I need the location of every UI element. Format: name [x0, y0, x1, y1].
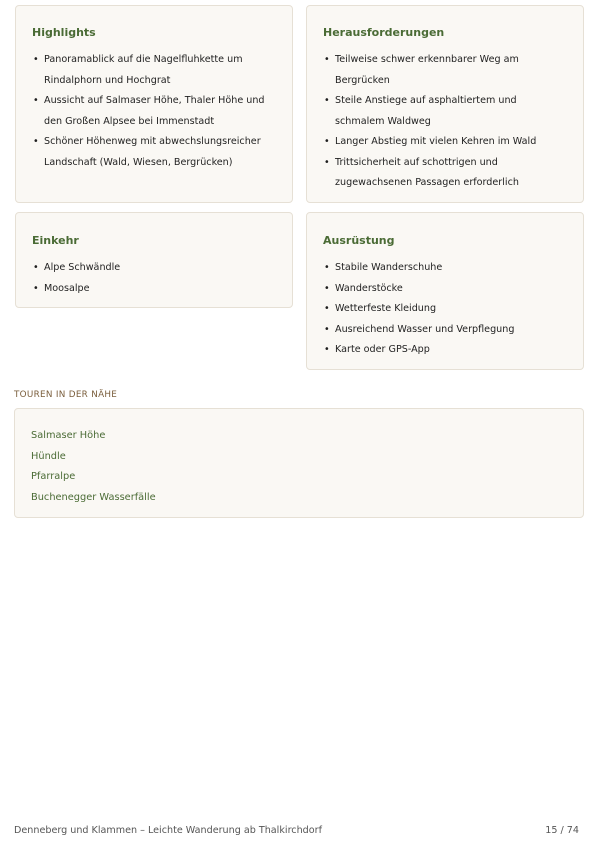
list-item: • Trittsicherheit auf schottrigen und zugewachsenen Passagen erforderlich: [323, 153, 568, 194]
list-item: • Stabile Wanderschuhe: [323, 258, 568, 279]
challenges-title: Herausforderungen: [323, 26, 445, 39]
list-item: • Aussicht auf Salmaser Höhe, Thaler Höhe und den Großen Alpsee bei Immenstadt: [32, 91, 277, 132]
list-item: • Ausreichend Wasser und Verpflegung: [323, 320, 568, 341]
einkehr-list: [32, 258, 277, 299]
einkehr-title: Einkehr: [32, 234, 79, 247]
nearby-tour-link[interactable]: Pfarralpe: [31, 471, 76, 483]
list-item: • Panoramablick auf die Nagelfluhkette um Rindalphorn und Hochgrat: [32, 50, 277, 91]
nearby-tour-link[interactable]: Salmaser Höhe: [31, 430, 106, 441]
einkehr-card: [15, 212, 293, 308]
highlights-list: [32, 50, 277, 173]
nearby-tours-card: [14, 408, 584, 518]
nearby-tours-heading: TOUREN IN DER NÄHE: [14, 390, 118, 400]
list-item: • Wetterfeste Kleidung: [323, 299, 568, 320]
footer-page-number: 15 / 74: [545, 825, 579, 836]
list-item: • Steile Anstiege auf asphaltiertem und schmalem Waldweg: [323, 91, 568, 132]
nearby-tour-link[interactable]: Buchenegger Wasserfälle: [31, 491, 156, 503]
footer-document-title: Denneberg und Klammen – Leichte Wanderung ab Thalkirchdorf: [14, 825, 322, 836]
list-item: • Teilweise schwer erkennbarer Weg am Bergrücken: [323, 50, 568, 91]
equipment-title: Ausrüstung: [323, 234, 395, 247]
challenges-card: [306, 5, 584, 203]
highlights-title: Highlights: [32, 26, 96, 39]
list-item: • Schöner Höhenweg mit abwechslungsreicher Landschaft (Wald, Wiesen, Bergrücken): [32, 132, 277, 173]
equipment-card: [306, 212, 584, 370]
list-item: • Langer Abstieg mit vielen Kehren im Wald: [323, 132, 568, 153]
equipment-list: [323, 258, 568, 361]
highlights-card: [15, 5, 293, 203]
list-item: • Karte oder GPS-App: [323, 340, 568, 361]
list-item: • Moosalpe: [32, 279, 277, 300]
nearby-tour-link[interactable]: Hündle: [31, 450, 66, 462]
challenges-list: [323, 50, 568, 194]
list-item: • Wanderstöcke: [323, 279, 568, 300]
list-item: • Alpe Schwändle: [32, 258, 277, 279]
